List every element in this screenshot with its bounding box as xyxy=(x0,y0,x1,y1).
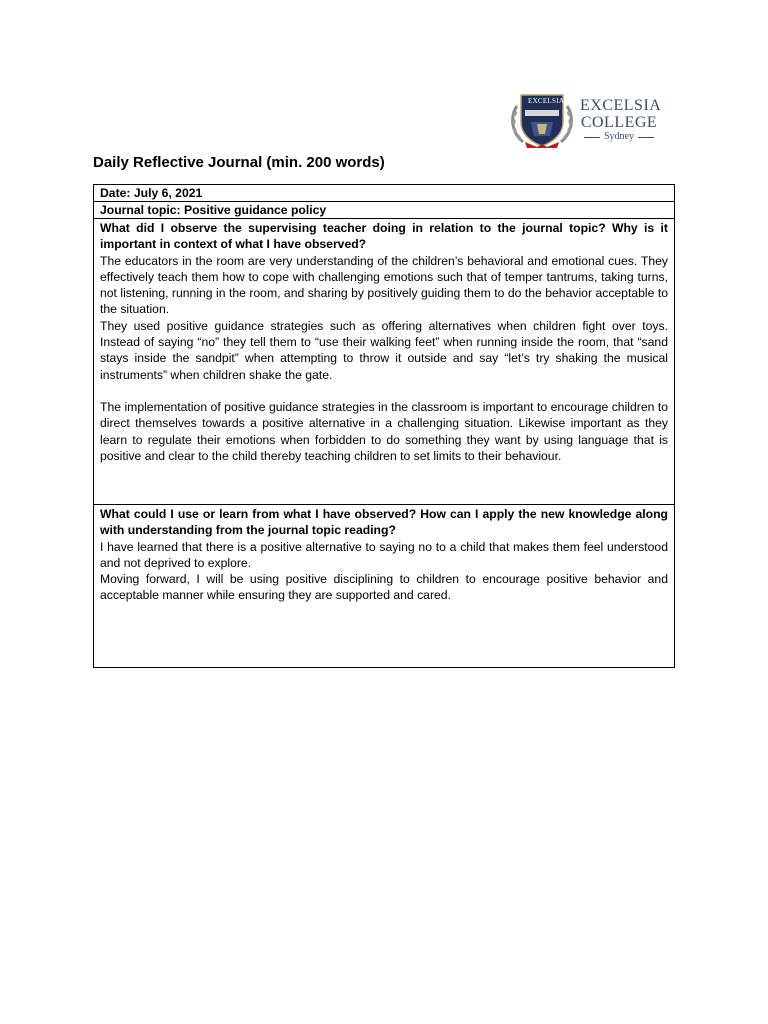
divider-right xyxy=(638,137,654,138)
topic-row xyxy=(94,202,674,219)
college-location-text: Sydney xyxy=(604,131,634,142)
date-row xyxy=(94,185,674,202)
observation-paragraph: They used positive guidance strategies such as offering alternatives when children fight over toys. Instead of saying “no” they tell them to “use their walking feet” when running inside the room, that “sand stays inside the sandpit” when attempting to throw it outside and say “let’s try shaking the musical instruments” when children shake the gate. xyxy=(100,318,668,382)
observation-question: What did I observe the supervising teacher doing in relation to the journal topic? Why is it important in context of what I have observed? xyxy=(100,221,668,252)
college-name-line1: EXCELSIA xyxy=(580,97,662,114)
observation-paragraph: The educators in the room are very understanding of the children’s behavioral and emotional cues. They effectively teach them how to cope with challenging emotions such that of temper tantrums, taking turns, not listening, running in the room, and sharing by positively guiding them to do the behavior acceptable to the situation. xyxy=(100,253,668,317)
observation-paragraph: The implementation of positive guidance strategies in the classroom is important to encourage children to direct themselves towards a positive alternative in a challenging situation. Likewise important as they learn to regulate their emotions when forbidden to do something they want by using language that is positive and clear to the child thereby teaching children to set limits to their behaviour. xyxy=(100,399,668,463)
application-paragraph: Moving forward, I will be using positive disciplining to children to encourage positive behavior and acceptable manner while ensuring they are supported and cared. xyxy=(100,572,668,603)
application-section xyxy=(94,505,674,667)
application-paragraph: I have learned that there is a positive alternative to saying no to a child that makes them feel understood and not deprived to explore. xyxy=(100,539,668,570)
college-name xyxy=(580,97,662,143)
document-title: Daily Reflective Journal (min. 200 words) xyxy=(93,154,385,171)
college-location xyxy=(580,131,658,143)
crest-text: EXCELSIA xyxy=(528,97,565,105)
topic-label: Journal topic: Positive guidance policy xyxy=(100,203,327,217)
college-name-line2: COLLEGE xyxy=(580,114,658,131)
observation-section xyxy=(94,219,674,505)
paragraph-spacer xyxy=(100,383,668,399)
application-question: What could I use or learn from what I have observed? How can I apply the new knowledge along with understanding from the journal topic reading? xyxy=(100,507,668,538)
date-label: Date: July 6, 2021 xyxy=(100,186,203,200)
journal-table xyxy=(93,184,675,668)
divider-left xyxy=(584,137,600,138)
